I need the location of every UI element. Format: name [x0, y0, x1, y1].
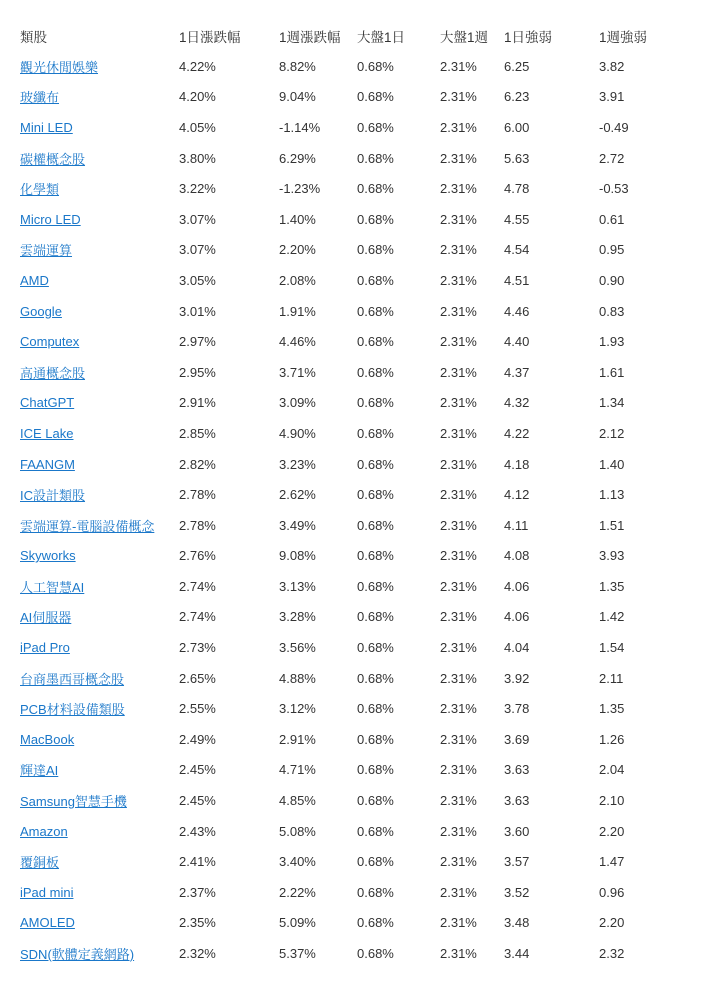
cell-market-1w: 2.31% — [440, 334, 477, 350]
cell-1w-strength: 1.61 — [599, 364, 625, 380]
cell-1w-change: 4.88% — [279, 670, 316, 686]
cell-market-1w: 2.31% — [440, 364, 477, 380]
cell-1w-strength: 1.35 — [599, 701, 625, 717]
cell-market-1w: 2.31% — [440, 211, 477, 227]
cell-1d-strength: 5.63 — [504, 150, 530, 166]
cell-1d-strength: 6.23 — [504, 89, 530, 105]
cell-1w-change: 2.91% — [279, 731, 316, 747]
table-row — [14, 785, 693, 816]
table-row — [14, 755, 693, 786]
table-row — [14, 112, 693, 143]
cell-market-1d: 0.68% — [357, 762, 394, 778]
cell-market-1w: 2.31% — [440, 456, 477, 472]
cell-1d-strength: 4.37 — [504, 364, 530, 380]
cell-1d-change: 2.97% — [179, 334, 216, 350]
cell-market-1d: 0.68% — [357, 487, 394, 503]
cell-market-1d: 0.68% — [357, 150, 394, 166]
table-row — [14, 51, 693, 82]
cell-sector — [14, 816, 173, 847]
cell-market-1d: 0.68% — [357, 701, 394, 717]
cell-sector — [14, 755, 173, 786]
cell-1d-change: 2.95% — [179, 364, 216, 380]
cell-1w-change: 4.85% — [279, 793, 316, 809]
cell-market-1d: 0.68% — [357, 211, 394, 227]
cell-1w-strength: 1.13 — [599, 487, 625, 503]
cell-sector — [14, 265, 173, 296]
cell-market-1w: 2.31% — [440, 242, 477, 258]
header-1w-strength: 1週強弱 — [599, 30, 648, 45]
table-row — [14, 388, 693, 419]
cell-market-1w: 2.31% — [440, 823, 477, 839]
header-market-1w: 大盤1週 — [440, 30, 489, 45]
table-row — [14, 816, 693, 847]
table-row — [14, 908, 693, 939]
table-row — [14, 846, 693, 877]
table-row — [14, 204, 693, 235]
cell-1w-strength: 1.34 — [599, 395, 625, 411]
cell-1w-change: 3.09% — [279, 395, 316, 411]
sector-link[interactable]: Amazon — [20, 823, 68, 839]
sector-link[interactable]: 碳權概念股 — [20, 151, 86, 167]
sector-strength-table — [14, 21, 693, 969]
sector-link[interactable]: 高通概念股 — [20, 365, 86, 381]
cell-1w-strength: 0.61 — [599, 211, 625, 227]
cell-1w-strength: 1.93 — [599, 334, 625, 350]
table-row — [14, 693, 693, 724]
table-row — [14, 449, 693, 480]
cell-1d-change: 2.45% — [179, 762, 216, 778]
cell-1d-change: 2.78% — [179, 487, 216, 503]
table-row — [14, 418, 693, 449]
sector-link[interactable]: MacBook — [20, 731, 75, 747]
cell-1w-strength: 3.93 — [599, 548, 625, 564]
cell-1d-change: 2.91% — [179, 395, 216, 411]
cell-1d-change: 4.20% — [179, 89, 216, 105]
cell-1d-change: 2.85% — [179, 425, 216, 441]
cell-market-1d: 0.68% — [357, 854, 394, 870]
sector-link[interactable]: SDN(軟體定義網路) — [20, 947, 135, 963]
header-1w-change: 1週漲跌幅 — [279, 30, 341, 45]
header-1d-change: 1日漲跌幅 — [179, 30, 241, 45]
cell-market-1w: 2.31% — [440, 670, 477, 686]
cell-1w-strength: 1.47 — [599, 854, 625, 870]
cell-1d-strength: 3.60 — [504, 823, 530, 839]
cell-1w-strength: 2.11 — [599, 670, 624, 686]
cell-market-1d: 0.68% — [357, 119, 394, 135]
cell-1d-strength: 4.40 — [504, 334, 530, 350]
cell-market-1w: 2.31% — [440, 548, 477, 564]
cell-sector — [14, 571, 173, 602]
cell-1w-change: 2.20% — [279, 242, 316, 258]
cell-1w-change: 3.71% — [279, 364, 316, 380]
cell-market-1w: 2.31% — [440, 181, 477, 197]
cell-1d-change: 4.05% — [179, 119, 216, 135]
cell-market-1d: 0.68% — [357, 670, 394, 686]
cell-1w-strength: 1.40 — [599, 456, 625, 472]
sector-link[interactable]: AI伺服器 — [20, 610, 72, 626]
table-row — [14, 877, 693, 908]
cell-market-1d: 0.68% — [357, 548, 394, 564]
cell-market-1d: 0.68% — [357, 242, 394, 258]
cell-1d-strength: 4.22 — [504, 425, 530, 441]
cell-1w-change: 1.91% — [279, 303, 316, 319]
cell-1d-strength: 4.08 — [504, 548, 530, 564]
cell-1w-change: 3.13% — [279, 578, 316, 594]
cell-1d-strength: 4.32 — [504, 395, 530, 411]
cell-1d-change: 2.74% — [179, 578, 216, 594]
cell-1w-change: 9.08% — [279, 548, 316, 564]
cell-sector — [14, 785, 173, 816]
cell-market-1d: 0.68% — [357, 609, 394, 625]
cell-1d-change: 3.07% — [179, 242, 216, 258]
cell-sector — [14, 326, 173, 357]
cell-1d-change: 2.78% — [179, 517, 216, 533]
cell-1d-strength: 4.18 — [504, 456, 530, 472]
cell-sector — [14, 112, 173, 143]
sector-link[interactable]: Google — [20, 303, 62, 319]
table-row — [14, 173, 693, 204]
cell-1w-change: -1.14% — [279, 119, 321, 135]
cell-market-1d: 0.68% — [357, 884, 394, 900]
header-sector: 類股 — [20, 30, 47, 45]
sector-link[interactable]: Skyworks — [20, 548, 76, 564]
cell-market-1d: 0.68% — [357, 364, 394, 380]
cell-sector — [14, 357, 173, 388]
cell-1w-change: 9.04% — [279, 89, 316, 105]
cell-1d-strength: 3.57 — [504, 854, 530, 870]
table-row — [14, 296, 693, 327]
table-row — [14, 602, 693, 633]
cell-1d-strength: 4.06 — [504, 578, 530, 594]
cell-1w-strength: 1.51 — [599, 517, 625, 533]
table-row — [14, 235, 693, 266]
cell-market-1d: 0.68% — [357, 640, 394, 656]
cell-1w-strength: 2.72 — [599, 150, 625, 166]
cell-sector — [14, 632, 173, 663]
table-row — [14, 724, 693, 755]
cell-market-1d: 0.68% — [357, 303, 394, 319]
sector-link[interactable]: iPad mini — [20, 884, 74, 900]
sector-link[interactable]: ICE Lake — [20, 425, 74, 441]
table-row — [14, 632, 693, 663]
sector-link[interactable]: AMD — [20, 272, 49, 288]
cell-1w-change: 5.08% — [279, 823, 316, 839]
cell-market-1w: 2.31% — [440, 517, 477, 533]
cell-1w-strength: 3.91 — [599, 89, 625, 105]
table-body — [14, 51, 693, 969]
cell-1w-change: 2.22% — [279, 884, 316, 900]
cell-1w-change: 3.49% — [279, 517, 316, 533]
table-row — [14, 663, 693, 694]
sector-link[interactable]: 輝達AI — [20, 763, 59, 779]
cell-1d-change: 4.22% — [179, 58, 216, 74]
table-header-row — [14, 21, 693, 51]
cell-market-1w: 2.31% — [440, 762, 477, 778]
cell-market-1w: 2.31% — [440, 701, 477, 717]
cell-1d-strength: 4.55 — [504, 211, 530, 227]
sector-link[interactable]: 化學類 — [20, 182, 60, 198]
cell-1w-strength: -0.53 — [599, 181, 629, 197]
cell-1w-change: 4.90% — [279, 425, 316, 441]
cell-1d-strength: 4.51 — [504, 272, 530, 288]
cell-1w-strength: 1.26 — [599, 731, 625, 747]
cell-sector — [14, 204, 173, 235]
cell-1d-change: 2.55% — [179, 701, 216, 717]
sector-link[interactable]: Computex — [20, 334, 80, 350]
cell-market-1d: 0.68% — [357, 578, 394, 594]
cell-market-1d: 0.68% — [357, 915, 394, 931]
cell-1w-strength: 2.12 — [599, 425, 625, 441]
cell-1w-change: 3.12% — [279, 701, 316, 717]
cell-sector — [14, 235, 173, 266]
cell-1w-strength: 2.04 — [599, 762, 625, 778]
cell-sector — [14, 510, 173, 541]
cell-1d-strength: 4.04 — [504, 640, 530, 656]
cell-1w-change: 5.09% — [279, 915, 316, 931]
header-1d-strength: 1日強弱 — [504, 30, 553, 45]
cell-1w-strength: 0.90 — [599, 272, 625, 288]
cell-market-1w: 2.31% — [440, 946, 477, 962]
cell-1d-change: 2.82% — [179, 456, 216, 472]
cell-market-1w: 2.31% — [440, 854, 477, 870]
cell-sector — [14, 541, 173, 572]
cell-sector — [14, 846, 173, 877]
cell-sector — [14, 908, 173, 939]
cell-1w-strength: 1.35 — [599, 578, 625, 594]
cell-market-1w: 2.31% — [440, 640, 477, 656]
cell-market-1d: 0.68% — [357, 793, 394, 809]
cell-1d-change: 2.35% — [179, 915, 216, 931]
sector-link[interactable]: 台商墨西哥概念股 — [20, 671, 125, 687]
cell-sector — [14, 173, 173, 204]
cell-market-1w: 2.31% — [440, 578, 477, 594]
cell-1d-change: 3.05% — [179, 272, 216, 288]
cell-1w-strength: 1.54 — [599, 640, 625, 656]
cell-1d-change: 2.73% — [179, 640, 216, 656]
cell-1d-change: 3.07% — [179, 211, 216, 227]
cell-sector — [14, 877, 173, 908]
cell-1d-strength: 4.46 — [504, 303, 530, 319]
cell-sector — [14, 296, 173, 327]
cell-1d-strength: 4.54 — [504, 242, 530, 258]
cell-market-1d: 0.68% — [357, 517, 394, 533]
cell-1d-strength: 3.92 — [504, 670, 530, 686]
cell-1d-change: 2.45% — [179, 793, 216, 809]
sector-link[interactable]: 雲端運算 — [20, 243, 73, 259]
cell-market-1w: 2.31% — [440, 272, 477, 288]
cell-sector — [14, 602, 173, 633]
cell-market-1w: 2.31% — [440, 915, 477, 931]
cell-1d-change: 2.41% — [179, 854, 216, 870]
table-row — [14, 571, 693, 602]
cell-1d-change: 2.76% — [179, 548, 216, 564]
cell-market-1d: 0.68% — [357, 272, 394, 288]
cell-sector — [14, 388, 173, 419]
cell-market-1w: 2.31% — [440, 793, 477, 809]
sector-link[interactable]: 覆銅板 — [20, 855, 60, 871]
sector-link[interactable]: iPad Pro — [20, 640, 70, 656]
cell-1d-change: 2.49% — [179, 731, 216, 747]
cell-market-1d: 0.68% — [357, 58, 394, 74]
cell-1d-strength: 4.11 — [504, 517, 529, 533]
cell-1w-strength: 0.95 — [599, 242, 625, 258]
cell-1w-change: 3.23% — [279, 456, 316, 472]
cell-1d-strength: 6.00 — [504, 119, 530, 135]
cell-market-1w: 2.31% — [440, 58, 477, 74]
sector-link[interactable]: Mini LED — [20, 119, 73, 135]
table-row — [14, 143, 693, 174]
cell-1d-change: 2.32% — [179, 946, 216, 962]
cell-1d-strength: 3.48 — [504, 915, 530, 931]
cell-market-1w: 2.31% — [440, 425, 477, 441]
cell-1w-strength: 2.20 — [599, 915, 625, 931]
cell-1w-change: 2.62% — [279, 487, 316, 503]
table-row — [14, 541, 693, 572]
cell-1w-change: 5.37% — [279, 946, 316, 962]
cell-1w-strength: 2.32 — [599, 946, 625, 962]
sector-link[interactable]: Samsung智慧手機 — [20, 794, 127, 810]
cell-market-1d: 0.68% — [357, 731, 394, 747]
cell-1d-strength: 4.12 — [504, 487, 530, 503]
cell-market-1w: 2.31% — [440, 119, 477, 135]
cell-sector — [14, 693, 173, 724]
cell-1d-strength: 3.52 — [504, 884, 530, 900]
cell-market-1w: 2.31% — [440, 609, 477, 625]
cell-1w-change: 6.29% — [279, 150, 316, 166]
cell-1w-change: 1.40% — [279, 211, 316, 227]
cell-1d-change: 3.01% — [179, 303, 216, 319]
cell-1w-change: -1.23% — [279, 181, 321, 197]
cell-sector — [14, 51, 173, 82]
cell-1d-strength: 3.63 — [504, 762, 530, 778]
cell-1d-change: 2.43% — [179, 823, 216, 839]
cell-sector — [14, 724, 173, 755]
cell-market-1w: 2.31% — [440, 884, 477, 900]
cell-1d-strength: 3.69 — [504, 731, 530, 747]
cell-1w-strength: 2.20 — [599, 823, 625, 839]
sector-link[interactable]: 人工智慧AI — [20, 579, 85, 595]
table-row — [14, 357, 693, 388]
cell-1w-change: 4.46% — [279, 334, 316, 350]
cell-1w-change: 4.71% — [279, 762, 316, 778]
sector-link[interactable]: 觀光休閒娛樂 — [20, 59, 99, 75]
cell-market-1d: 0.68% — [357, 181, 394, 197]
cell-market-1d: 0.68% — [357, 823, 394, 839]
cell-1d-change: 2.74% — [179, 609, 216, 625]
cell-1w-strength: 2.10 — [599, 793, 625, 809]
sector-link[interactable]: ChatGPT — [20, 395, 75, 411]
cell-1w-change: 3.28% — [279, 609, 316, 625]
cell-market-1d: 0.68% — [357, 456, 394, 472]
cell-market-1d: 0.68% — [357, 89, 394, 105]
table-row — [14, 326, 693, 357]
header-market-1d: 大盤1日 — [357, 30, 406, 45]
cell-1d-strength: 3.63 — [504, 793, 530, 809]
cell-sector — [14, 938, 173, 969]
cell-market-1w: 2.31% — [440, 150, 477, 166]
cell-1d-change: 3.22% — [179, 181, 216, 197]
cell-market-1w: 2.31% — [440, 731, 477, 747]
cell-1w-change: 3.56% — [279, 640, 316, 656]
sector-link[interactable]: Micro LED — [20, 211, 81, 227]
cell-sector — [14, 418, 173, 449]
cell-1d-strength: 6.25 — [504, 58, 530, 74]
cell-market-1w: 2.31% — [440, 89, 477, 105]
sector-link[interactable]: AMOLED — [20, 915, 75, 931]
cell-1d-strength: 4.06 — [504, 609, 530, 625]
table-row — [14, 479, 693, 510]
cell-market-1w: 2.31% — [440, 487, 477, 503]
cell-1d-change: 2.65% — [179, 670, 216, 686]
cell-1w-change: 8.82% — [279, 58, 316, 74]
cell-sector — [14, 143, 173, 174]
cell-sector — [14, 663, 173, 694]
cell-market-1w: 2.31% — [440, 303, 477, 319]
cell-1d-strength: 3.44 — [504, 946, 530, 962]
sector-link[interactable]: PCB材料設備類股 — [20, 702, 125, 718]
cell-1w-strength: 0.83 — [599, 303, 625, 319]
sector-link[interactable]: FAANGM — [20, 456, 75, 472]
cell-sector — [14, 82, 173, 113]
cell-1d-strength: 3.78 — [504, 701, 530, 717]
cell-1w-strength: 3.82 — [599, 58, 625, 74]
cell-1d-change: 2.37% — [179, 884, 216, 900]
sector-link[interactable]: 玻纖布 — [20, 90, 60, 106]
cell-market-1d: 0.68% — [357, 395, 394, 411]
cell-1w-strength: 1.42 — [599, 609, 625, 625]
cell-market-1d: 0.68% — [357, 334, 394, 350]
cell-sector — [14, 449, 173, 480]
cell-market-1w: 2.31% — [440, 395, 477, 411]
cell-1w-change: 2.08% — [279, 272, 316, 288]
cell-1d-strength: 4.78 — [504, 181, 530, 197]
cell-market-1d: 0.68% — [357, 946, 394, 962]
table-row — [14, 938, 693, 969]
cell-market-1d: 0.68% — [357, 425, 394, 441]
cell-1w-strength: 0.96 — [599, 884, 625, 900]
sector-link[interactable]: IC設計類股 — [20, 488, 86, 504]
cell-1w-strength: -0.49 — [599, 119, 629, 135]
cell-sector — [14, 479, 173, 510]
table-row — [14, 265, 693, 296]
table-row — [14, 510, 693, 541]
table-row — [14, 82, 693, 113]
cell-1w-change: 3.40% — [279, 854, 316, 870]
cell-1d-change: 3.80% — [179, 150, 216, 166]
sector-link[interactable]: 雲端運算-電腦設備概念 — [20, 518, 155, 534]
